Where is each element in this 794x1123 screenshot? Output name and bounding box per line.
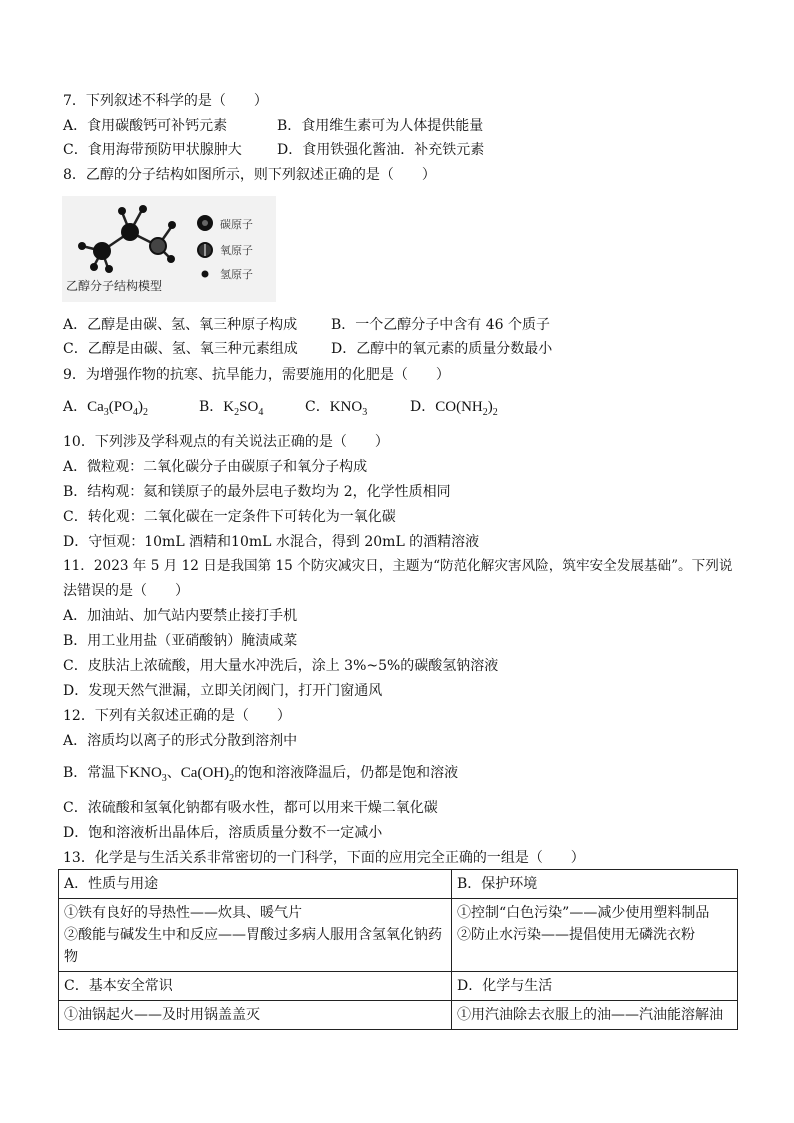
q12-option-b: B．常温下$KNO_3$、$Ca(OH)_2$的饱和溶液降温后，仍都是饱和溶液 — [63, 765, 459, 784]
q11-option-c: C．皮肤沾上浓硫酸，用大量水冲洗后，涂上 3%~5%的碳酸氢钠溶液 — [63, 658, 499, 674]
cell-a-item-2: ②酸能与碱发生中和反应——胃酸过多病人服用含氢氧化钠药物 — [64, 927, 442, 965]
cell-a-item-1: ①铁有良好的导热性——炊具、暖气片 — [64, 905, 302, 921]
q8-stem: 8．乙醇的分子结构如图所示，则下列叙述正确的是（ ） — [63, 167, 436, 183]
cell-b-item-1: ①控制“白色污染”——减少使用塑料制品 — [457, 905, 710, 921]
q9-stem: 9．为增强作物的抗寒、抗旱能力，需要施用的化肥是（ ） — [63, 367, 450, 383]
q11-option-b: B．用工业用盐（亚硝酸钠）腌渍咸菜 — [63, 633, 298, 649]
table-row — [59, 1001, 738, 1030]
q12-option-a: A．溶质均以离子的形式分散到溶剂中 — [63, 733, 298, 749]
q12-option-d: D．饱和溶液析出晶体后，溶质质量分数不一定减小 — [63, 825, 383, 841]
hydrogen-legend-icon — [202, 271, 209, 278]
q8-option-c: C．乙醇是由碳、氢、氧三种元素组成 — [63, 341, 298, 357]
q9-option-c: C．$KNO_3$ — [305, 399, 368, 418]
q7-stem: 7．下列叙述不科学的是（ ） — [63, 93, 268, 109]
q11-stem-line1: 11．2023 年 5 月 12 日是我国第 15 个防灾减灾日，主题为“防范化解灾害风险，筑牢安全发展基础”。下列说 — [63, 558, 733, 574]
q10-option-a: A．微粒观：二氧化碳分子由碳原子和氧分子构成 — [63, 459, 368, 475]
q10-option-d: D．守恒观：10mL 酒精和10mL 水混合，得到 20mL 的酒精溶液 — [63, 534, 480, 550]
q8-option-b: B．一个乙醇分子中含有 46 个质子 — [331, 317, 551, 333]
cell-c-head: C．基本安全常识 — [59, 972, 452, 1001]
q8-option-d: D．乙醇中的氧元素的质量分数最小 — [331, 341, 553, 357]
cell-a-body — [59, 899, 452, 972]
q12-option-c: C．浓硫酸和氢氧化钠都有吸水性，都可以用来干燥二氧化碳 — [63, 800, 438, 816]
q7-option-b: B．食用维生素可为人体提供能量 — [277, 118, 484, 134]
q10-option-c: C．转化观：二氧化碳在一定条件下可转化为一氧化碳 — [63, 509, 396, 525]
legend-carbon-label: 碳原子 — [220, 218, 253, 231]
q7-option-d: D．食用铁强化酱油．补充铁元素 — [277, 142, 485, 158]
legend-oxygen-label: 氧原子 — [220, 244, 253, 257]
cell-b-item-2: ②防止水污染——提倡使用无磷洗衣粉 — [457, 927, 695, 943]
table-row — [59, 899, 738, 972]
q11-option-d: D．发现天然气泄漏，立即关闭阀门，打开门窗通风 — [63, 683, 383, 699]
q12-stem: 12．下列有关叙述正确的是（ ） — [63, 708, 291, 724]
q13-options-table — [58, 869, 738, 1030]
q7-option-a: A．食用碳酸钙可补钙元素 — [63, 118, 228, 134]
q9-option-b: B．$K_2SO_4$ — [199, 399, 264, 418]
q9-option-a: A．$Ca_3(PO_4)_2$ — [63, 399, 148, 418]
ethanol-model-svg — [62, 196, 276, 302]
q10-option-b: B．结构观：氦和镁原子的最外层电子数均为 2，化学性质相同 — [63, 484, 451, 500]
carbon-atom-1 — [93, 242, 111, 260]
table-row — [59, 972, 738, 1001]
cell-d-item-1: ①用汽油除去衣服上的油——汽油能溶解油 — [452, 1001, 738, 1030]
q10-stem: 10．下列涉及学科观点的有关说法正确的是（ ） — [63, 434, 389, 450]
q9-option-d: D．$CO(NH_2)_2$ — [410, 399, 498, 418]
q7-option-c: C．食用海带预防甲状腺肿大 — [63, 142, 242, 158]
q11-stem-line2: 法错误的是（ ） — [63, 583, 189, 599]
cell-b-body — [452, 899, 738, 972]
figure-caption: 乙醇分子结构模型 — [66, 279, 163, 293]
cell-c-item-1: ①油锅起火——及时用锅盖盖灭 — [59, 1001, 452, 1030]
cell-a-head: A．性质与用途 — [59, 870, 452, 899]
table-row — [59, 870, 738, 899]
ethanol-molecule-figure — [62, 196, 276, 302]
q8-option-a: A．乙醇是由碳、氢、氧三种原子构成 — [63, 317, 298, 333]
cell-b-head: B．保护环境 — [452, 870, 738, 899]
cell-d-head: D．化学与生活 — [452, 972, 738, 1001]
q13-stem: 13．化学是与生活关系非常密切的一门科学，下面的应用完全正确的一组是（ ） — [63, 850, 585, 866]
legend-hydrogen-label: 氢原子 — [220, 268, 253, 281]
q11-option-a: A．加油站、加气站内要禁止接打手机 — [63, 608, 298, 624]
carbon-atom-2 — [121, 223, 139, 241]
oxygen-atom — [150, 238, 166, 254]
